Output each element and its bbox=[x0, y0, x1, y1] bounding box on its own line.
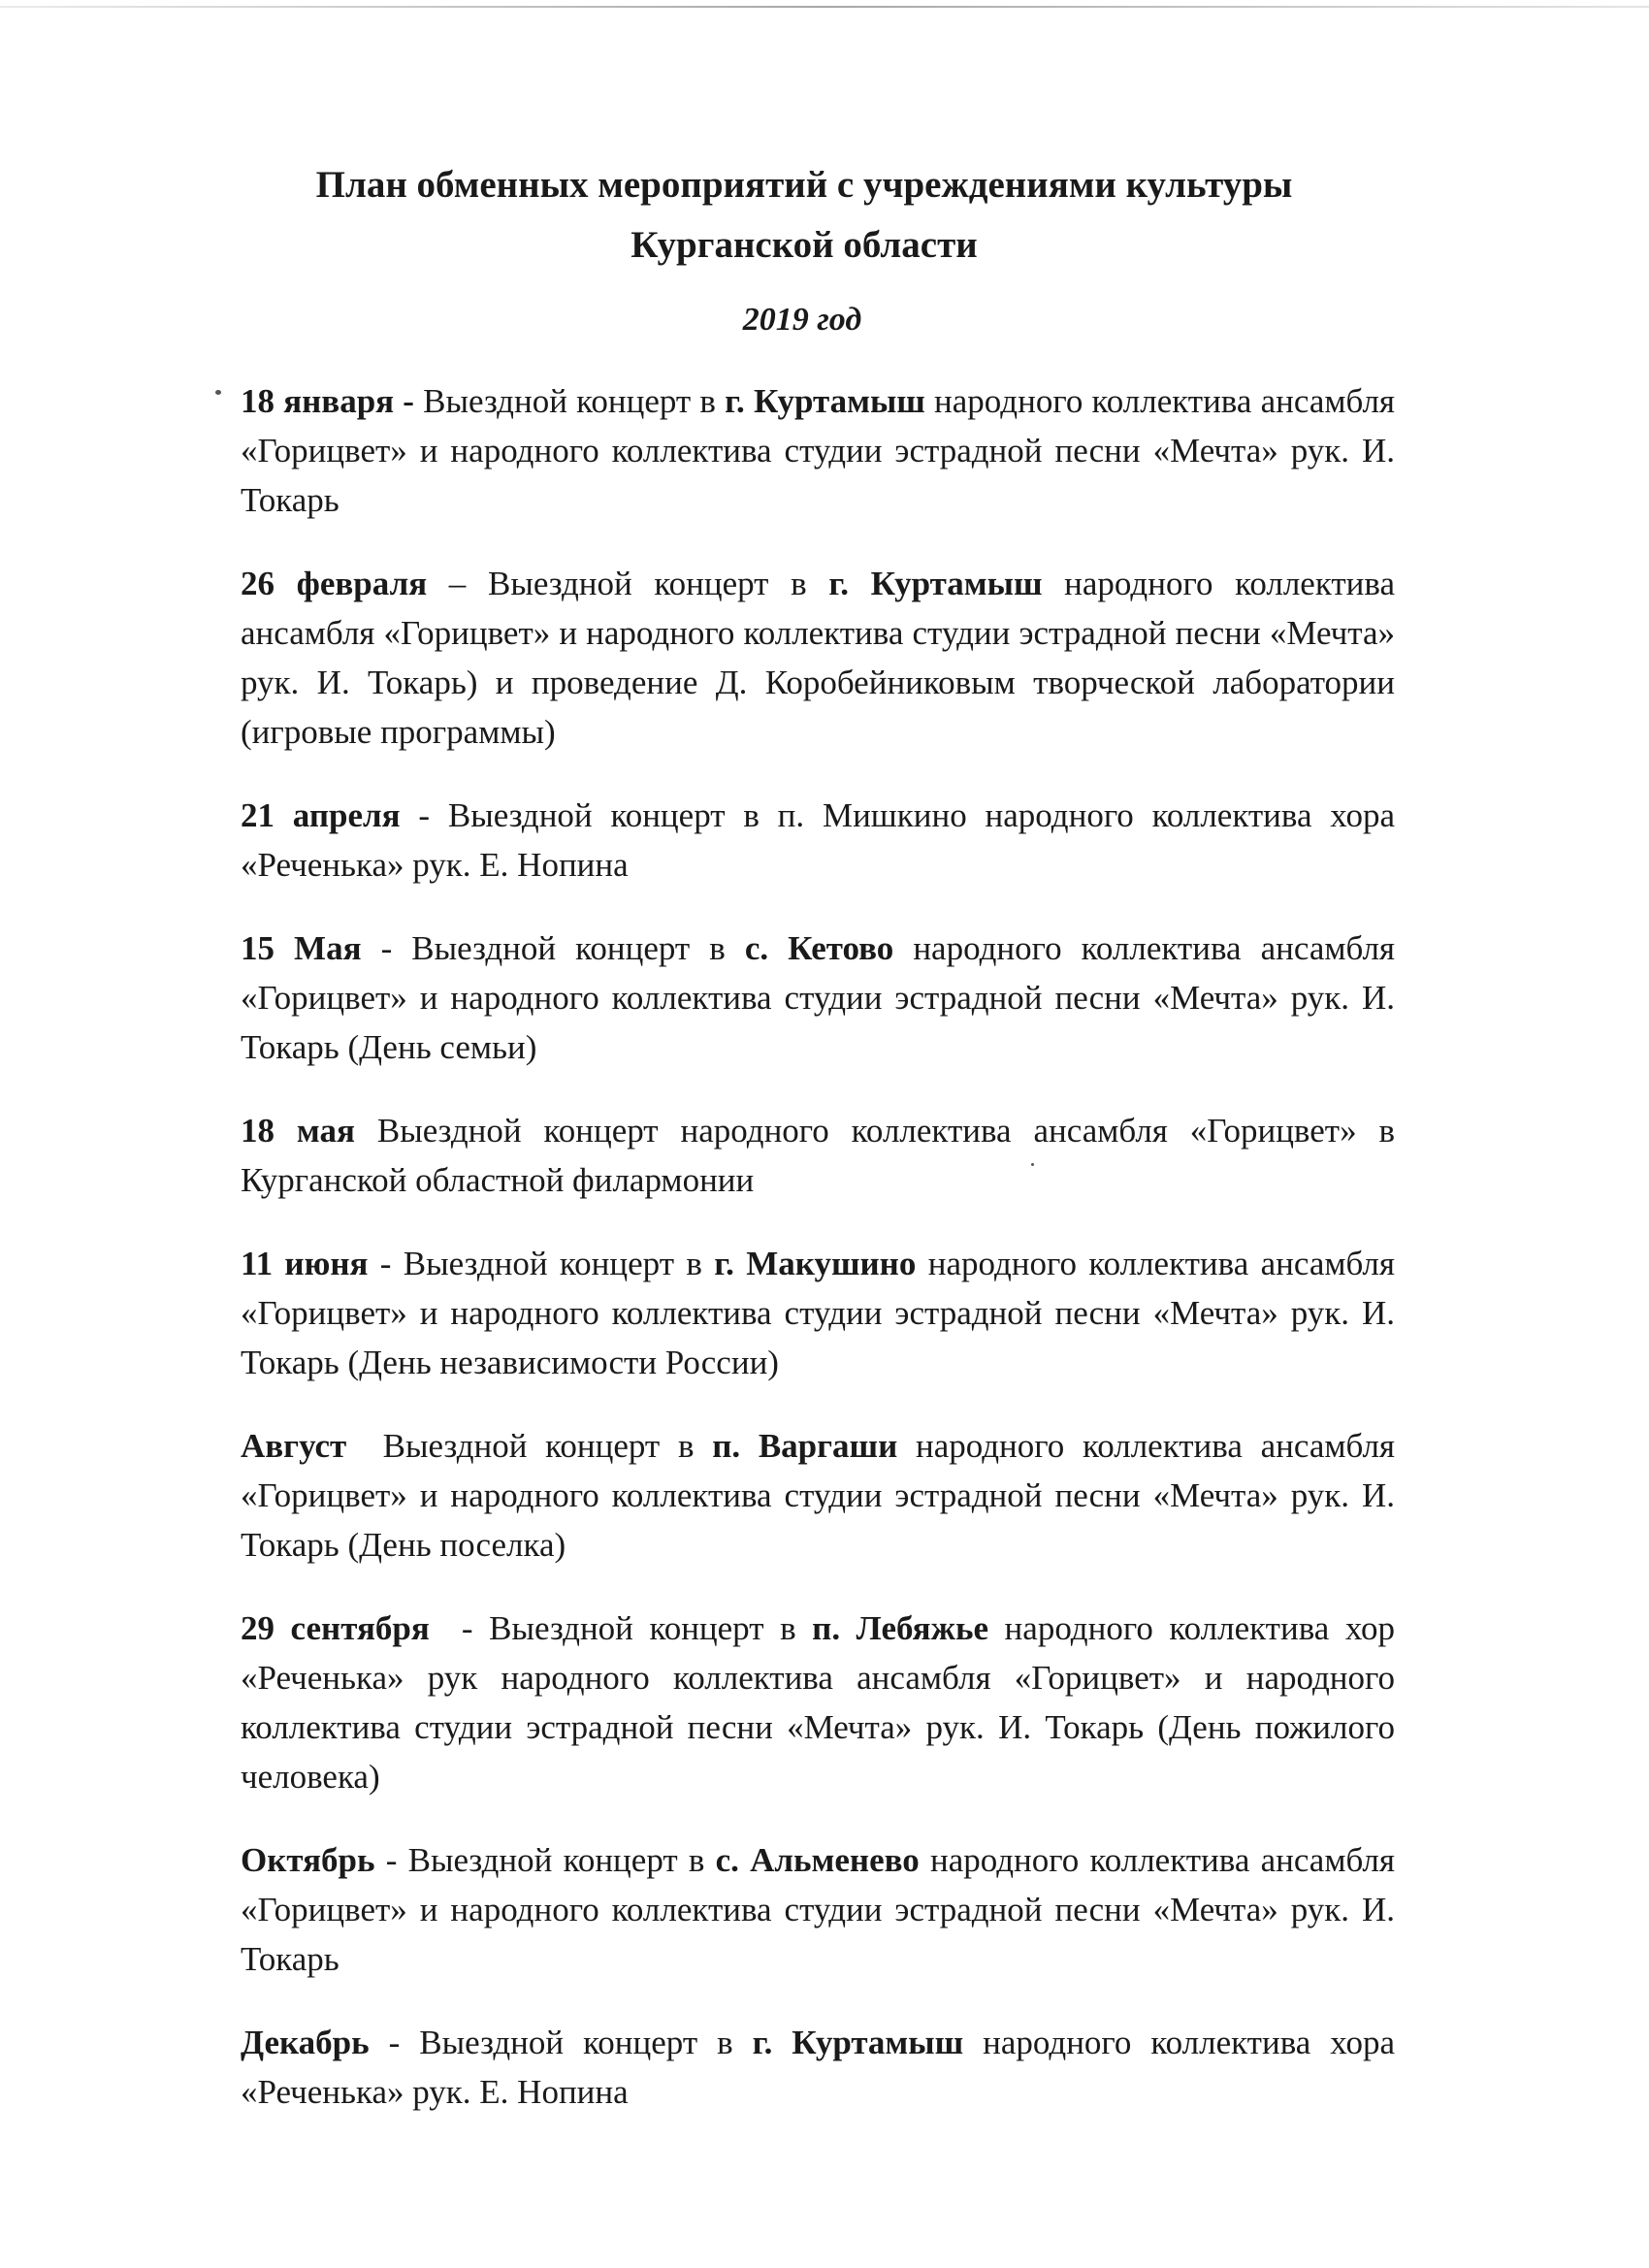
event-entry bbox=[241, 2018, 1395, 2117]
event-text-rest: народного коллектива хор «Реченька» рук народного коллектива ансамбля «Горицвет» и народного коллектива студии эстрадной песни «Мечта» рук. И. Токарь (День пожилого человека) bbox=[241, 1609, 1396, 1796]
event-text-rest: народного коллектива ансамбля «Горицвет» и народного коллектива студии эстрадной песни «Мечта» рук. И. Токарь bbox=[241, 1841, 1395, 1978]
event-entry bbox=[241, 1106, 1395, 1205]
event-entry bbox=[241, 376, 1395, 525]
event-date: Август bbox=[241, 1427, 347, 1465]
event-separator: - bbox=[368, 1245, 404, 1282]
event-text-rest: народного коллектива ансамбля «Горицвет» и народного коллектива студии эстрадной песни «Мечта» рук. И. Токарь bbox=[241, 382, 1396, 519]
event-separator: – bbox=[427, 565, 488, 602]
event-date: 18 января bbox=[241, 382, 395, 420]
event-date: 11 июня bbox=[241, 1245, 369, 1282]
event-entry bbox=[241, 1835, 1395, 1984]
event-place: г. Макушино bbox=[714, 1245, 917, 1282]
event-text: Выездной концерт в bbox=[403, 1245, 715, 1282]
event-separator: - bbox=[361, 929, 412, 967]
event-text-rest: народного коллектива ансамбля «Горицвет» и народного коллектива студии эстрадной песни «Мечта» рук. И. Токарь (День семьи) bbox=[241, 929, 1396, 1066]
event-place: с. Кетово bbox=[744, 929, 894, 967]
event-separator: - bbox=[374, 1841, 408, 1879]
event-date: Декабрь bbox=[241, 2024, 370, 2061]
event-text-rest: народного коллектива ансамбля «Горицвет» и народного коллектива студии эстрадной песни «Мечта» рук. И. Токарь (День независимости России) bbox=[241, 1245, 1395, 1381]
event-entry bbox=[241, 923, 1395, 1072]
event-place: п. Лебяжье bbox=[812, 1609, 988, 1647]
event-list bbox=[241, 376, 1395, 2117]
event-separator: - bbox=[400, 796, 448, 834]
event-text: Выездной концерт в bbox=[382, 1427, 713, 1465]
scan-top-edge bbox=[0, 6, 1649, 8]
title-line-1: План обменных мероприятий с учреждениями культуры bbox=[315, 164, 1293, 206]
document-page bbox=[241, 155, 1395, 2151]
event-text-rest: народного коллектива ансамбля «Горицвет» и народного коллектива студии эстрадной песни «Мечта» рук. И. Токарь (День поселка) bbox=[241, 1427, 1396, 1564]
event-place: г. Куртамыш bbox=[752, 2024, 964, 2061]
event-text: Выездной концерт в bbox=[423, 382, 726, 420]
event-place: п. Варгаши bbox=[712, 1427, 898, 1465]
event-entry bbox=[241, 1421, 1395, 1570]
title-line-2: Курганской области bbox=[630, 224, 978, 266]
event-entry bbox=[241, 1239, 1395, 1387]
event-text: Выездной концерт в bbox=[411, 929, 745, 967]
event-text-rest: народного коллектива ансамбля «Горицвет» и народного коллектива студии эстрадной песни «Мечта» рук. И. Токарь) и проведение Д. Коробейниковым творческой лаборатории (игровые программы) bbox=[241, 565, 1396, 751]
event-date: 29 сентября bbox=[241, 1609, 430, 1647]
event-date: 26 февраля bbox=[241, 565, 428, 602]
event-entry bbox=[241, 1604, 1395, 1801]
document-year: 2019 год bbox=[742, 302, 862, 338]
scan-speck bbox=[215, 390, 221, 395]
event-place: г. Куртамыш bbox=[828, 565, 1043, 602]
event-text: Выездной концерт народного коллектива ансамбля «Горицвет» в Курганской областной филармонии bbox=[241, 1112, 1395, 1199]
event-place: г. Куртамыш bbox=[725, 382, 925, 420]
event-date: Октябрь bbox=[241, 1841, 375, 1879]
event-separator: - bbox=[429, 1609, 490, 1647]
event-date: 15 Мая bbox=[241, 929, 362, 967]
event-entry bbox=[241, 559, 1395, 757]
event-date: 21 апреля bbox=[241, 796, 401, 834]
event-entry bbox=[241, 791, 1395, 890]
event-place: с. Альменево bbox=[715, 1841, 920, 1879]
event-separator: - bbox=[369, 2024, 420, 2061]
event-text-rest: народного коллектива хора «Реченька» рук. Е. Нопина bbox=[241, 2024, 1395, 2111]
event-text: Выездной концерт в bbox=[419, 2024, 753, 2061]
event-text: Выездной концерт в bbox=[487, 565, 829, 602]
event-text: Выездной концерт в bbox=[407, 1841, 716, 1879]
event-separator bbox=[355, 1112, 377, 1150]
event-text: Выездной концерт в п. Мишкино народного коллектива хора «Реченька» рук. Е. Нопина bbox=[241, 796, 1396, 884]
event-separator: - bbox=[394, 382, 424, 420]
event-date: 18 мая bbox=[241, 1112, 355, 1150]
event-separator bbox=[346, 1427, 382, 1465]
event-text: Выездной концерт в bbox=[489, 1609, 813, 1647]
document-title bbox=[227, 155, 1381, 275]
